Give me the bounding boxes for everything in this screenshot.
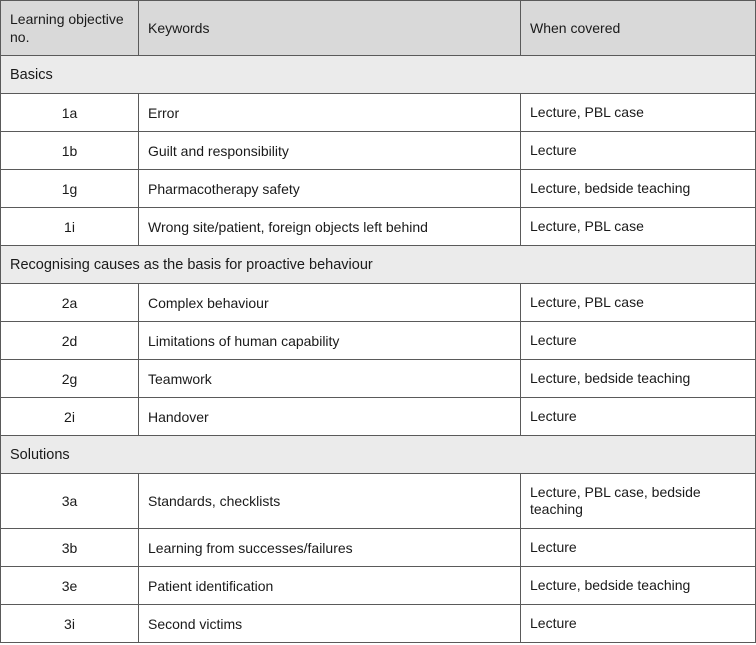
section-row-recognising-causes — [1, 246, 756, 284]
objective-number: 3e — [1, 567, 139, 605]
section-row-solutions — [1, 436, 756, 474]
when-covered-cell: Lecture, PBL case — [521, 94, 756, 132]
objective-number: 2a — [1, 284, 139, 322]
table-row — [1, 132, 756, 170]
section-title: Basics — [1, 56, 756, 94]
keywords-cell: Learning from successes/failures — [139, 529, 521, 567]
objective-number: 2i — [1, 398, 139, 436]
section-title: Recognising causes as the basis for proactive behaviour — [1, 246, 756, 284]
when-covered-cell: Lecture, bedside teaching — [521, 170, 756, 208]
objective-number: 1g — [1, 170, 139, 208]
table-row — [1, 170, 756, 208]
objective-number: 3b — [1, 529, 139, 567]
when-covered-cell: Lecture — [521, 322, 756, 360]
when-covered-cell: Lecture, PBL case, bedside teaching — [521, 474, 756, 529]
keywords-cell: Guilt and responsibility — [139, 132, 521, 170]
table-row — [1, 94, 756, 132]
when-covered-cell: Lecture, bedside teaching — [521, 567, 756, 605]
objective-number: 2g — [1, 360, 139, 398]
section-row-basics — [1, 56, 756, 94]
table-row — [1, 567, 756, 605]
table-row — [1, 529, 756, 567]
keywords-cell: Teamwork — [139, 360, 521, 398]
when-covered-cell: Lecture — [521, 132, 756, 170]
table-row — [1, 474, 756, 529]
objective-number: 2d — [1, 322, 139, 360]
keywords-cell: Second victims — [139, 605, 521, 643]
table-row — [1, 360, 756, 398]
objective-number: 1i — [1, 208, 139, 246]
table-row — [1, 208, 756, 246]
table-row — [1, 398, 756, 436]
header-when-covered: When covered — [521, 1, 756, 56]
keywords-cell: Wrong site/patient, foreign objects left behind — [139, 208, 521, 246]
objective-number: 1b — [1, 132, 139, 170]
header-objective: Learning objective no. — [1, 1, 139, 56]
when-covered-cell: Lecture, PBL case — [521, 208, 756, 246]
table-row — [1, 322, 756, 360]
table-row — [1, 284, 756, 322]
header-keywords: Keywords — [139, 1, 521, 56]
objective-number: 3i — [1, 605, 139, 643]
keywords-cell: Pharmacotherapy safety — [139, 170, 521, 208]
when-covered-cell: Lecture, PBL case — [521, 284, 756, 322]
keywords-cell: Handover — [139, 398, 521, 436]
keywords-cell: Patient identification — [139, 567, 521, 605]
header-row — [1, 1, 756, 56]
when-covered-cell: Lecture — [521, 605, 756, 643]
when-covered-cell: Lecture — [521, 398, 756, 436]
table-row — [1, 605, 756, 643]
objective-number: 3a — [1, 474, 139, 529]
keywords-cell: Complex behaviour — [139, 284, 521, 322]
keywords-cell: Standards, checklists — [139, 474, 521, 529]
keywords-cell: Limitations of human capability — [139, 322, 521, 360]
objective-number: 1a — [1, 94, 139, 132]
keywords-cell: Error — [139, 94, 521, 132]
section-title: Solutions — [1, 436, 756, 474]
when-covered-cell: Lecture — [521, 529, 756, 567]
when-covered-cell: Lecture, bedside teaching — [521, 360, 756, 398]
